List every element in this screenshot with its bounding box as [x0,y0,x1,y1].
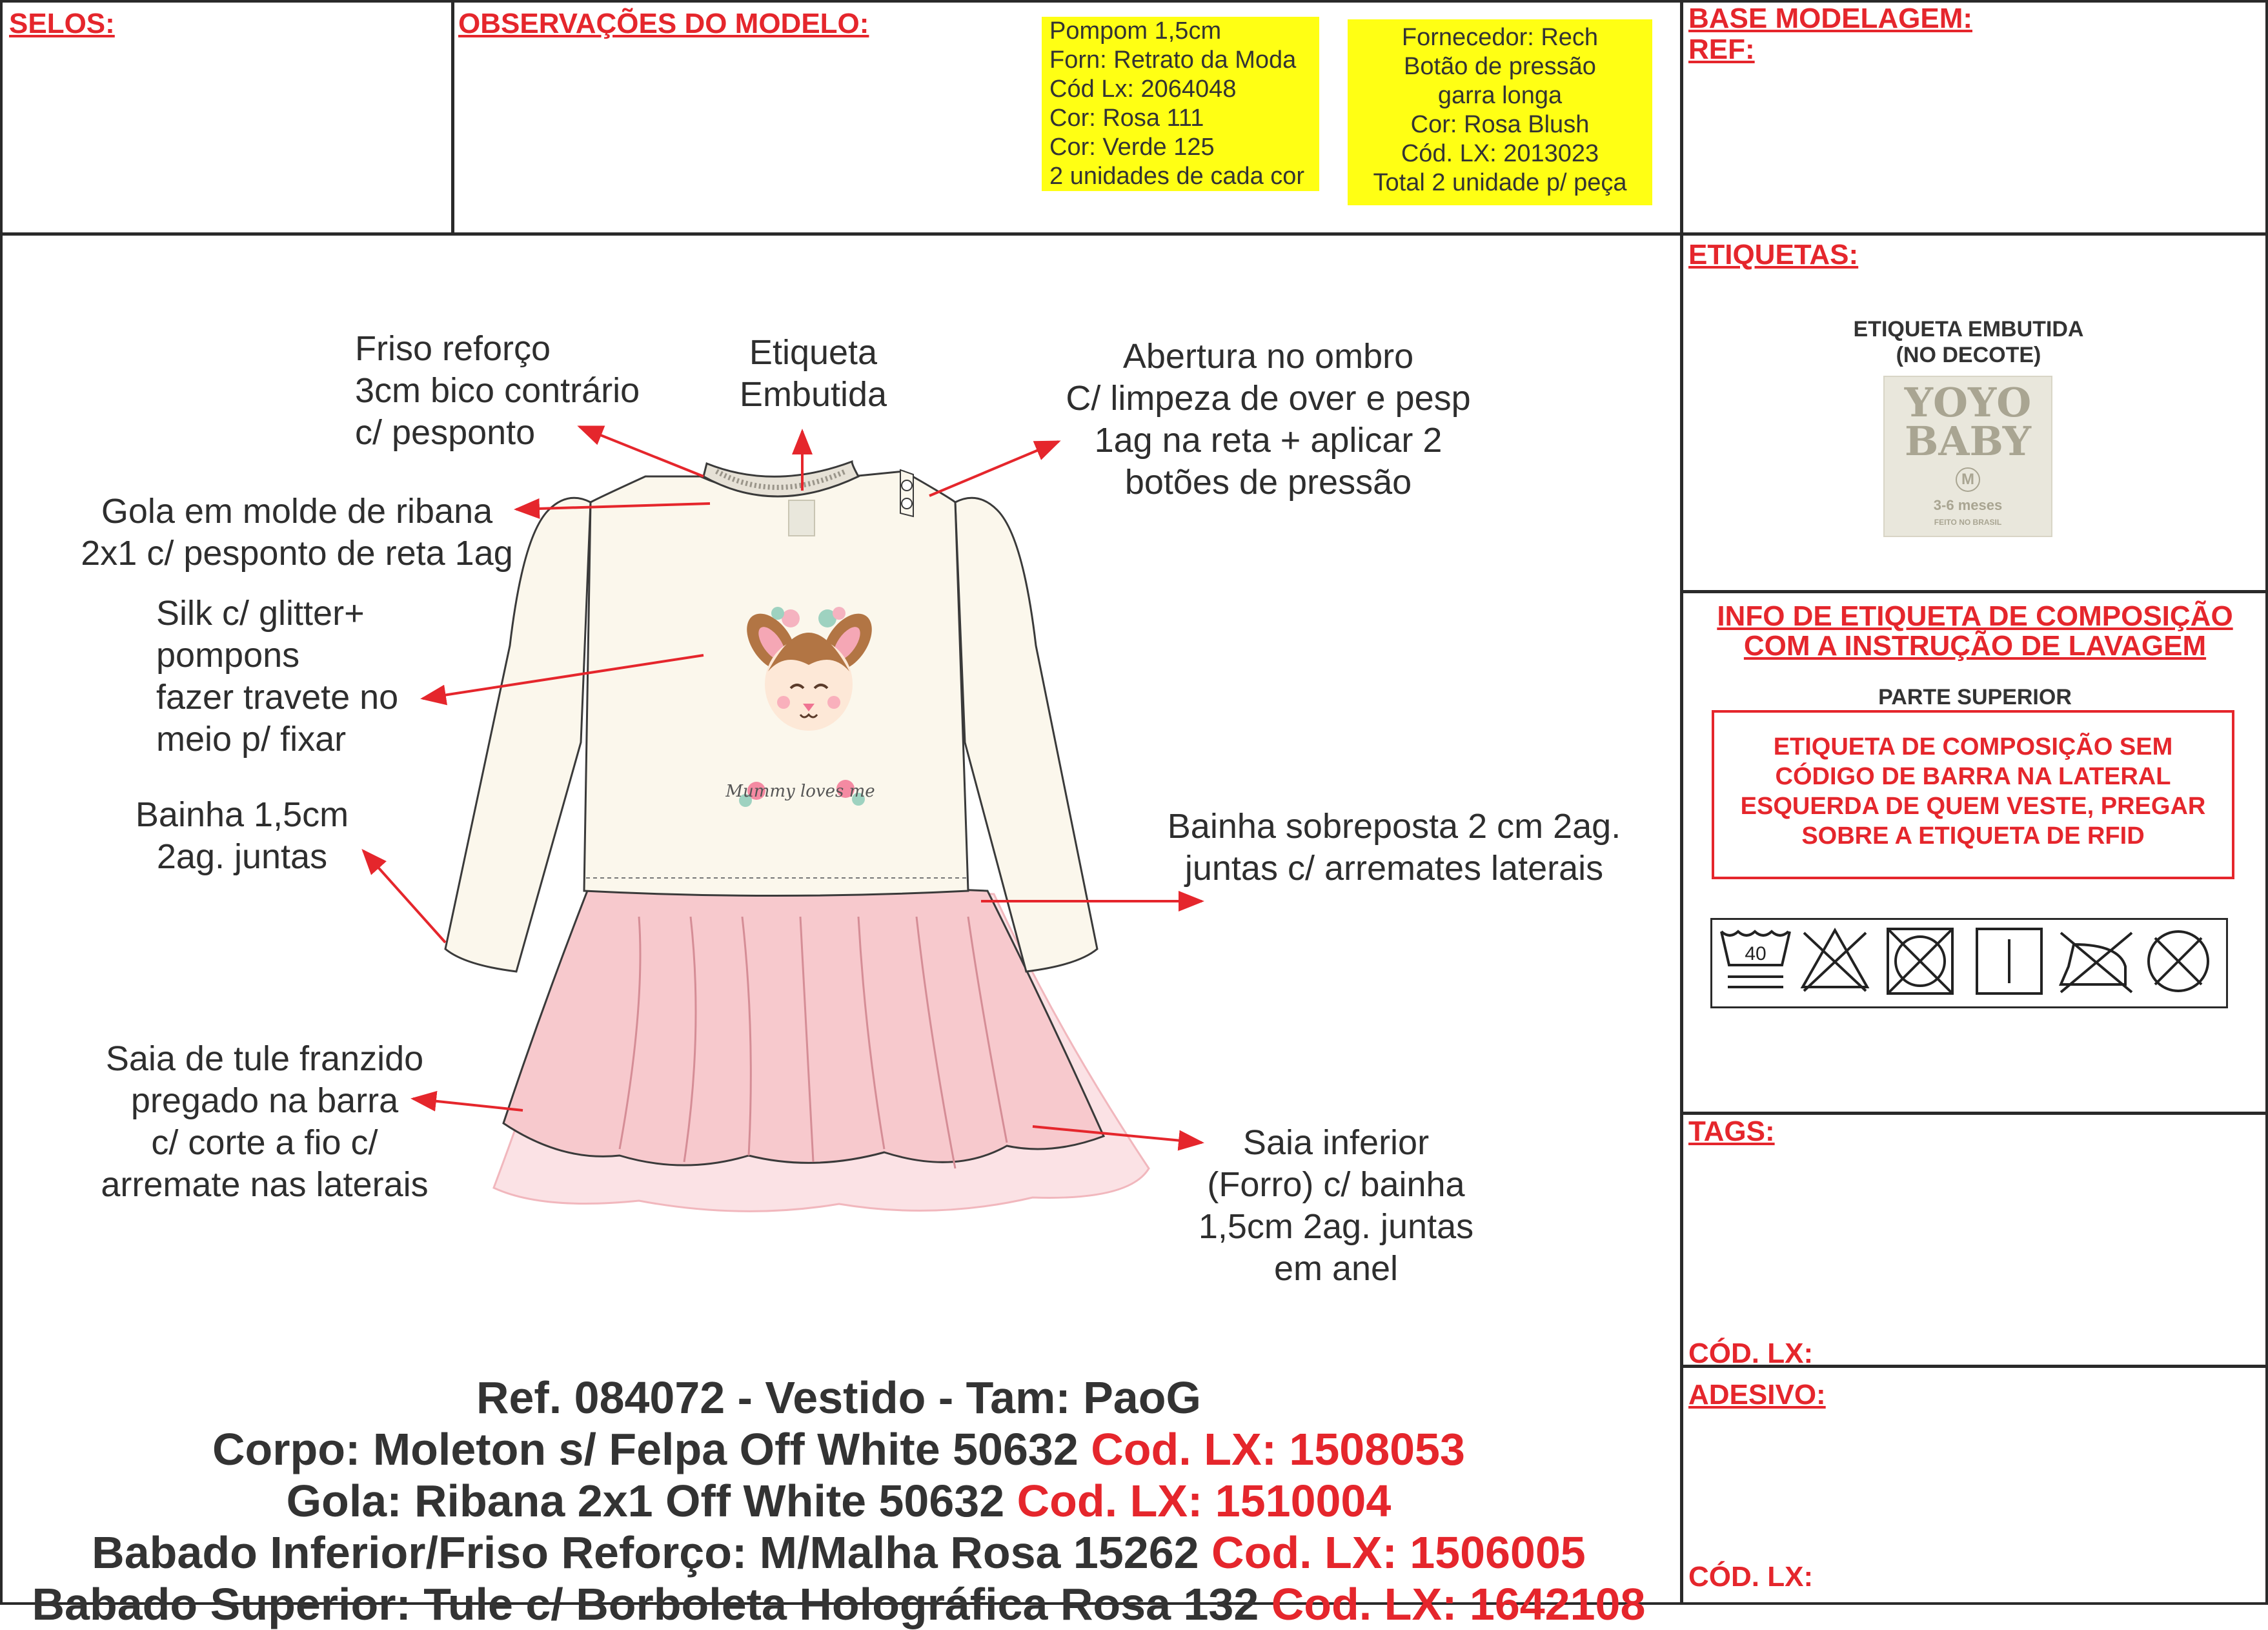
pompom-note-line: Cor: Rosa 111 [1049,105,1204,132]
spec-code: Cod. LX: 1510004 [1017,1476,1392,1526]
button-note [1348,19,1652,205]
etiqueta-embutida-title: ETIQUETA EMBUTIDA (NO DECOTE) [1853,317,2084,367]
spec-code: Cod. LX: 1642108 [1271,1579,1646,1629]
info-composicao-label: INFO DE ETIQUETA DE COMPOSIÇÃO COM A INSTRUÇÃO DE LAVAGEM [1717,600,2233,662]
tag-origin: FEITO NO BRASIL [1934,518,2002,527]
no-iron-icon [2061,933,2132,992]
observacoes-label: OBSERVAÇÕES DO MODELO: [458,8,869,39]
callout-gola: Gola em molde de ribana 2x1 c/ pesponto de reta 1ag [81,492,513,573]
tag-size: M [1956,467,1980,492]
sidebar-line-3 [1680,1112,2268,1115]
snap-button [902,480,912,491]
snap-button [902,498,912,509]
care-symbols-strip [1710,918,2228,1008]
shoulder-placket [900,470,913,516]
wash-temp: 40 [1745,943,1767,964]
tags-label: TAGS: [1688,1116,1775,1147]
button-note-line: Fornecedor: Rech [1401,24,1599,51]
pompom-note-line: Pompom 1,5cm [1049,17,1222,45]
spec-text: Ref. 084072 - Vestido - Tam: PaoG [476,1372,1201,1423]
adesivo-label: ADESIVO: [1688,1379,1826,1411]
composicao-instruction-text: ETIQUETA DE COMPOSIÇÃO SEM CÓDIGO DE BARRA NA LATERAL ESQUERDA DE QUEM VESTE, PREGAR SOBRE A ETIQUETA DE RFID [1740,733,2206,850]
button-note-line: garra longa [1437,82,1563,109]
care-symbols [1712,920,2226,1006]
sidebar-line-1 [1680,232,2268,236]
callout-saia-inferior: Saia inferior (Forro) c/ bainha 1,5cm 2ag. juntas em anel [1198,1123,1474,1288]
selos-label: SELOS: [9,8,115,39]
pompom-note [1042,17,1319,191]
spec-code: Cod. LX: 1508053 [1091,1424,1465,1474]
adesivo-cod-lx-label: CÓD. LX: [1688,1561,1814,1593]
button-note-line: Cód. LX: 2013023 [1401,140,1599,167]
no-tumble-dry-icon [1888,929,1952,993]
callout-etiqueta-embutida: Etiqueta Embutida [739,333,887,414]
callout-silk: Silk c/ glitter+ pompons fazer travete no meio p/ fixar [156,594,399,759]
callout-friso-reforco: Friso reforço 3cm bico contrário c/ pesponto [355,329,640,452]
tag-brand: YOYO BABY [1904,379,2032,465]
tag-age: 3-6 meses [1933,497,2003,513]
button-note-line: Total 2 unidade p/ peça [1373,169,1627,196]
base-modelagem-label: BASE MODELAGEM: [1688,3,1972,34]
pompom-note-line: Cor: Verde 125 [1049,134,1215,161]
callout-bainha-sobreposta: Bainha sobreposta 2 cm 2ag. juntas c/ arremates laterais [1167,807,1621,888]
callout-saia-tule: Saia de tule franzido pregado na barra c/ corte a fio c/ arremate nas laterais [101,1039,429,1204]
pompom-note-line: Forn: Retrato da Moda [1049,46,1297,74]
no-dry-clean-icon [2149,932,2208,991]
spec-line-babado-superior [0,1527,1665,1630]
spec-text: Babado Superior: Tule c/ Borboleta Holográfica Rosa 132 [32,1579,1271,1629]
spec-text: Corpo: Moleton s/ Felpa Off White 50632 [212,1424,1091,1474]
yoyo-baby-tag [1883,376,2052,537]
button-note-line: Cor: Rosa Blush [1410,111,1590,138]
arrow-bainha [363,851,445,942]
spec-text: Gola: Ribana 2x1 Off White 50632 [286,1476,1017,1526]
neck-label [789,500,815,536]
callout-bainha: Bainha 1,5cm 2ag. juntas [135,795,349,876]
ref-label: REF: [1688,34,1755,65]
button-note-line: Botão de pressão [1404,53,1596,80]
selos-divider [451,0,454,234]
pompom-note-line: 2 unidades de cada cor [1049,163,1305,190]
no-bleach-icon [1803,930,1867,991]
callout-abertura-ombro: Abertura no ombro C/ limpeza de over e pesp 1ag na reta + aplicar 2 botões de pressão [1066,337,1471,502]
parte-superior-label: PARTE SUPERIOR [1878,685,2072,709]
line-dry-icon [1977,929,2041,993]
etiquetas-label: ETIQUETAS: [1688,239,1859,270]
spec-text: Babado Inferior/Friso Reforço: M/Malha Rosa 15262 [92,1527,1212,1578]
sidebar-line-2 [1680,590,2268,593]
mummy-loves-me-lettering: Mummy loves me [725,782,875,801]
spec-code: Cod. LX: 1506005 [1211,1527,1586,1578]
composicao-instruction-box [1712,710,2234,879]
wash-40-icon [1721,932,1790,987]
tags-cod-lx-label: CÓD. LX: [1688,1338,1814,1369]
pompom-note-line: Cód Lx: 2064048 [1049,76,1237,103]
